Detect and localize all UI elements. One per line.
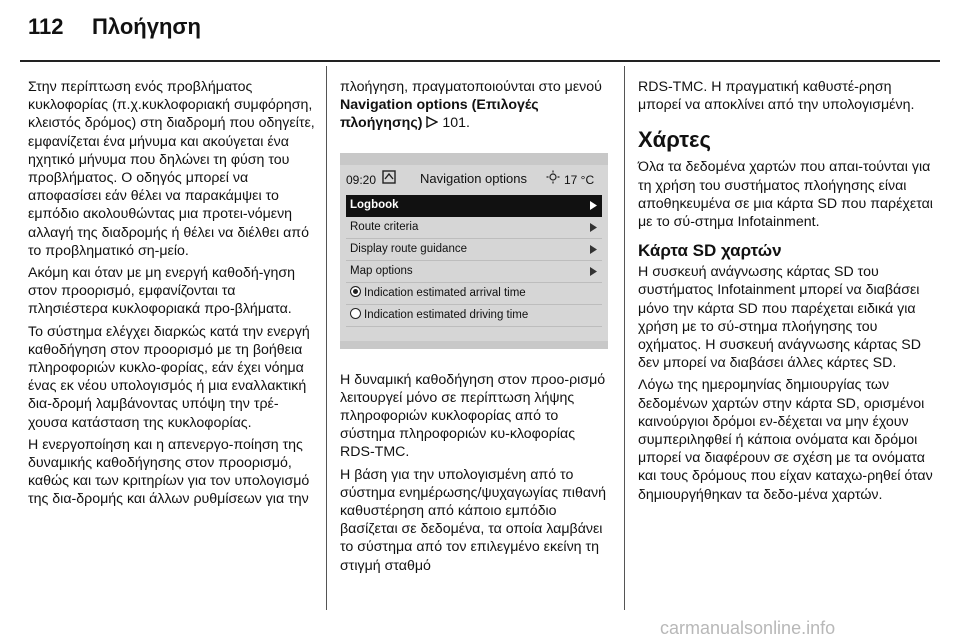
screen-status-bar (340, 165, 608, 191)
subsection-heading-sd-card: Κάρτα SD χαρτών (638, 241, 782, 261)
screen-title: Navigation options (420, 170, 527, 186)
screen-temperature: 17 °C (564, 172, 595, 187)
paragraph: Η βάση για την υπολογισμένη από το σύστημα ενημέρωσης/ψυχαγωγίας πιθανή καθυστέρηση από κάποιο εμπόδιο βασίζεται σε δεδομένα, τα οποία λαμβάνει το σύστημα από τον επιλεγμένο εκείνη τη στιγμή σταθμό (340, 466, 607, 574)
paragraph: Η δυναμική καθοδήγηση στον προο-ρισμό λειτουργεί μόνο σε περίπτωση λήψης πληροφοριών κυκλοφορίας από το σύστημα πληροφοριών κυ-κλοφορίας RDS-TMC. (340, 371, 606, 461)
radio-unselected-icon (350, 308, 361, 319)
header-divider (20, 60, 940, 62)
section-heading-maps: Χάρτες (638, 127, 711, 153)
column-2 (340, 78, 608, 579)
column-3 (638, 78, 938, 508)
screen-clock: 09:20 (346, 172, 377, 187)
paragraph: Το σύστημα ελέγχει διαρκώς κατά την ενεργή καθοδήγηση στον προορισμό με τη βοήθεια πληροφοριών κυκλο-φορίας, εάν έχει νόημα ένας εκ νέου υπολογισμός ή μια εναλλακτική δια-δρομή λαμβάνοντας υπόψη την τρέ-χουσα κατάσταση της κυκλοφορίας. (28, 323, 310, 431)
chevron-right-icon (588, 200, 598, 211)
weather-icon (546, 170, 560, 184)
paragraph: Η ενεργοποίηση και η απενεργο-ποίηση της δυναμικής καθοδήγησης στον προορισμό, καθώς και των κριτηρίων για τον υπολογισμό της δια-δρομής και άλλων ρυθμίσεων για την (28, 436, 310, 508)
chevron-right-icon (588, 266, 598, 277)
watermark: carmanualsonline.info (660, 618, 836, 638)
radio-option-driving-time[interactable]: Indication estimated driving time (346, 305, 602, 327)
paragraph-text: πλοήγηση, πραγματοποιούνται στο μενού (340, 79, 602, 95)
chevron-right-icon (588, 244, 598, 255)
page-header (0, 0, 960, 62)
display-screen (340, 165, 608, 341)
menu-reference: Navigation options (Επιλογές πλοήγησης) (340, 97, 539, 132)
paragraph (340, 78, 608, 133)
page-number: 112 (28, 14, 64, 39)
paragraph: Όλα τα δεδομένα χαρτών που απαι-τούνται για τη χρήση του συστήματος πλοήγησης είναι αποθηκευμένα σε μια κάρτα SD που παρέχεται με το σύ-στημα Infotainment. (638, 159, 933, 231)
page-reference-arrow-icon (426, 116, 438, 128)
radio-option-arrival-time[interactable]: Indication estimated arrival time (346, 283, 602, 305)
paragraph: Στην περίπτωση ενός προβλήματος κυκλοφορίας (π.χ.κυκλοφοριακή συμφόρηση, κλειστός δρόμος) στη διαδρομή που οδηγείτε, εμφανίζεται ένα μήνυμα και ακούγεται ένα ηχητικό μήνυμα που δηλώνει τη φύση του προβλήματος. Ο οδηγός μπορεί να αποφασίσει εάν θέλει να παρακάμψει το εμπόδιο ακολουθώντας μια προτει-νόμενη αλλαγή της διαδρομής ή θέλει να διέλθει από το προβληματικό ση-μείο. (28, 79, 315, 259)
paragraph: RDS-TMC. Η πραγματική καθυστέ-ρηση μπορεί να αποκλίνει από την υπολογισμένη. (638, 79, 915, 114)
paragraph: Λόγω της ημερομηνίας δημιουργίας των δεδομένων χαρτών στην κάρτα SD, ορισμένοι καινούργιοι δρόμοι εν-δέχεται να μην έχουν συμπεριληφθεί ή κάποια ονόματα και δρόμοι μπορεί να διαφέρουν σε σχέση με τα ονόματα και τους δρόμους που είχαν καταχω-ρηθεί όταν δημιουργήθηκαν τα δεδο-μένα χαρτών. (638, 377, 933, 503)
page-reference: 101. (442, 115, 470, 132)
paragraph: Ακόμη και όταν με μη ενεργή καθοδή-γηση στον προορισμό, εμφανίζονται τα πλησιέστερα κυκλοφοριακά προ-βλήματα. (28, 265, 296, 318)
column-divider-1 (326, 66, 327, 610)
menu-list (346, 195, 602, 327)
navigation-options-screen-figure (340, 153, 608, 349)
paragraph: Η συσκευή ανάγνωσης κάρτας SD του συστήματος Infotainment μπορεί να διαβάσει μόνο την κάρτα SD που παρέχεται ειδικά για χρήση με το σύ-στημα πλοήγησης του οχήματος. Η συσκευή ανάγνωσης κάρτας SD δεν μπορεί να διαβάσει άλλες κάρτες SD. (638, 264, 921, 372)
navigation-icon (382, 170, 396, 184)
column-1 (28, 78, 316, 513)
menu-item-route-criteria[interactable]: Route criteria (346, 217, 602, 239)
chevron-right-icon (588, 222, 598, 233)
menu-item-map-options[interactable]: Map options (346, 261, 602, 283)
chapter-title: Πλοήγηση (92, 14, 201, 39)
menu-item-logbook[interactable]: Logbook (346, 195, 602, 217)
radio-selected-icon (350, 286, 361, 297)
menu-item-display-route-guidance[interactable]: Display route guidance (346, 239, 602, 261)
column-divider-2 (624, 66, 625, 610)
